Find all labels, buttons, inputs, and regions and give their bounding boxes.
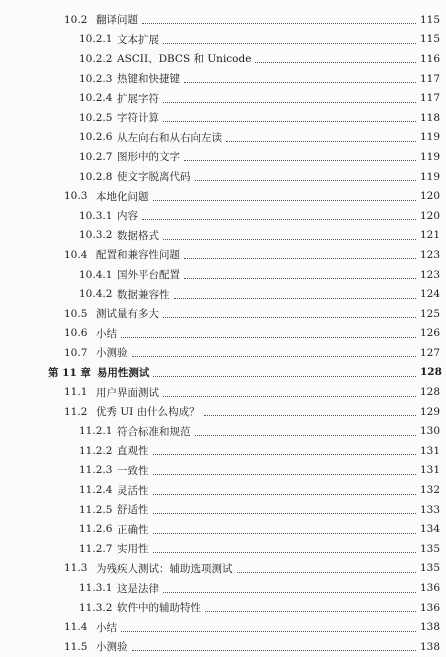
toc-entry-sub: [0, 598, 446, 618]
toc-entry-title: 直观性: [117, 445, 149, 458]
toc-entry-section: [0, 402, 446, 422]
toc-entry-number: 11.3: [64, 562, 88, 575]
toc-entry-title: 软件中的辅助特性: [117, 602, 201, 615]
toc-entry-number: 10.4.2: [79, 288, 113, 301]
toc-entry-sub: [0, 128, 446, 148]
toc-entry-number: 11.4: [64, 621, 88, 634]
toc-entry-sub: [0, 500, 446, 520]
toc-entry-sub: [0, 539, 446, 559]
toc-entry-page-number: 123: [420, 248, 441, 261]
toc-entry-section: [0, 324, 446, 344]
toc-entry-sub: [0, 30, 446, 50]
toc-entry-title: 小结: [96, 621, 117, 634]
toc-entry-title: 小测验: [96, 347, 128, 360]
toc-entry-section: [0, 559, 446, 579]
dot-leader: [163, 396, 416, 397]
toc-entry-title: 这是法律: [117, 582, 159, 595]
toc-entry-title: 热键和快捷键: [117, 73, 180, 86]
toc-entry-title: 小结: [96, 327, 117, 340]
toc-entry-title: 扩展字符: [117, 92, 159, 105]
dot-leader: [163, 592, 416, 593]
dot-leader: [153, 494, 417, 495]
toc-entry-title: ASCII、DBCS 和 Unicode: [117, 53, 252, 66]
toc-entry-title: 本地化问题: [96, 190, 149, 203]
toc-entry-number: 11.2.2: [79, 444, 113, 457]
toc-entry-number: 11.2.4: [79, 484, 113, 497]
toc-entry-section: [0, 637, 446, 657]
dot-leader: [184, 258, 416, 259]
dot-leader: [255, 62, 416, 63]
toc-entry-title: 优秀 UI 由什么构成？: [96, 406, 200, 419]
dot-leader: [205, 611, 416, 612]
toc-entry-title: 图形中的文字: [117, 151, 180, 164]
toc-entry-page-number: 123: [420, 268, 441, 281]
toc-entry-number: 11.2.7: [79, 542, 113, 555]
toc-entry-number: 11.2.5: [79, 503, 113, 516]
toc-entry-title: 国外平台配置: [117, 269, 180, 282]
toc-entry-title: 舒适性: [117, 504, 149, 517]
toc-entry-number: 10.3.1: [79, 209, 113, 222]
toc-entry-title: 配置和兼容性问题: [96, 249, 180, 262]
toc-entry-section: [0, 617, 446, 637]
toc-entry-title: 正确性: [117, 523, 149, 536]
toc-entry-section: [0, 10, 446, 30]
toc-entry-title: 易用性测试: [96, 366, 150, 379]
toc-entry-page-number: 131: [420, 444, 441, 457]
toc-entry-number: 第 11 章: [48, 366, 91, 379]
toc-entry-page-number: 115: [420, 33, 441, 46]
dot-leader: [153, 552, 417, 553]
dot-leader: [184, 278, 416, 279]
toc-entry-page-number: 131: [420, 464, 441, 477]
dot-leader: [204, 415, 416, 416]
toc-entry-sub: [0, 480, 446, 500]
toc-entry-page-number: 119: [420, 131, 441, 144]
toc-entry-title: 为残疾人测试：辅助选项测试: [96, 562, 233, 575]
toc-entry-number: 10.2.2: [79, 52, 113, 65]
toc-entry-title: 小测验: [96, 641, 128, 654]
dot-leader: [184, 82, 416, 83]
toc-entry-section: [0, 304, 446, 324]
dot-leader: [153, 474, 417, 475]
dot-leader: [153, 513, 417, 514]
toc-entry-title: 符合标准和规范: [117, 425, 191, 438]
toc-entry-page-number: 132: [420, 484, 441, 497]
toc-entry-number: 11.1: [64, 386, 88, 399]
toc-entry-number: 10.7: [64, 346, 88, 359]
toc-entry-number: 10.4: [64, 248, 88, 261]
toc-entry-page-number: 128: [420, 386, 441, 399]
toc-entry-section: [0, 245, 446, 265]
toc-entry-number: 10.2.6: [79, 131, 113, 144]
toc-entry-number: 10.2.5: [79, 111, 113, 124]
dot-leader: [163, 239, 416, 240]
dot-leader: [237, 572, 417, 573]
toc-entry-sub: [0, 441, 446, 461]
toc-entry-title: 文本扩展: [117, 33, 159, 46]
toc-entry-page-number: 133: [420, 503, 441, 516]
toc-entry-title: 字符计算: [117, 112, 159, 125]
toc-entry-title: 翻译问题: [96, 14, 138, 27]
dot-leader: [153, 454, 417, 455]
dot-leader: [174, 298, 417, 299]
toc-entry-number: 11.2: [64, 405, 88, 418]
toc-entry-sub: [0, 578, 446, 598]
toc-entry-page-number: 127: [420, 346, 441, 359]
toc-entry-page-number: 126: [420, 327, 441, 340]
toc-entry-page-number: 136: [420, 582, 441, 595]
toc-entry-title: 数据格式: [117, 229, 159, 242]
toc-entry-section: [0, 343, 446, 363]
toc-entry-page-number: 118: [420, 111, 441, 124]
toc-entry-number: 10.2.3: [79, 72, 113, 85]
dot-leader: [153, 533, 417, 534]
toc-entry-number: 10.2: [64, 13, 88, 26]
toc-entry-sub: [0, 226, 446, 246]
toc-entry-sub: [0, 284, 446, 304]
toc-entry-sub: [0, 69, 446, 89]
toc-entry-title: 一致性: [117, 464, 149, 477]
toc-entry-sub: [0, 88, 446, 108]
toc-entry-page-number: 138: [420, 640, 441, 653]
toc-entry-number: 10.2.1: [79, 33, 113, 46]
toc-entry-page-number: 121: [420, 229, 441, 242]
toc-entry-page-number: 120: [420, 190, 441, 203]
toc-entry-page-number: 130: [420, 425, 441, 438]
dot-leader: [132, 356, 417, 357]
toc-entry-title: 用户界面测试: [96, 386, 159, 399]
toc-entry-number: 11.2.3: [79, 464, 113, 477]
toc-entry-sub: [0, 265, 446, 285]
toc-entry-chapter: [0, 363, 446, 383]
toc-entry-page-number: 117: [420, 92, 441, 105]
dot-leader: [132, 650, 417, 651]
toc-entry-number: 10.6: [64, 327, 88, 340]
toc-entry-page-number: 120: [420, 209, 441, 222]
toc-entry-page-number: 129: [420, 405, 441, 418]
dot-leader: [195, 180, 417, 181]
toc-entry-sub: [0, 519, 446, 539]
toc-entry-number: 10.4.1: [79, 268, 113, 281]
toc-entry-title: 使文字脱离代码: [117, 171, 191, 184]
toc-entry-number: 10.5: [64, 307, 88, 320]
table-of-contents: [0, 10, 446, 657]
toc-entry-number: 11.2.1: [79, 425, 113, 438]
toc-entry-page-number: 128: [420, 366, 442, 379]
dot-leader: [142, 219, 416, 220]
toc-entry-page-number: 138: [420, 621, 441, 634]
toc-entry-page-number: 124: [420, 288, 441, 301]
toc-entry-sub: [0, 206, 446, 226]
toc-entry-page-number: 135: [420, 542, 441, 555]
dot-leader: [121, 631, 416, 632]
toc-entry-number: 11.5: [64, 640, 88, 653]
toc-entry-number: 11.3.2: [79, 601, 113, 614]
dot-leader: [184, 160, 416, 161]
toc-entry-sub: [0, 108, 446, 128]
toc-entry-page-number: 134: [420, 523, 441, 536]
dot-leader: [195, 435, 417, 436]
toc-entry-section: [0, 382, 446, 402]
toc-entry-number: 10.2.4: [79, 92, 113, 105]
toc-entry-number: 11.3.1: [79, 582, 113, 595]
toc-entry-page-number: 116: [420, 52, 441, 65]
toc-entry-number: 10.2.8: [79, 170, 113, 183]
toc-entry-sub: [0, 49, 446, 69]
toc-entry-number: 11.2.6: [79, 523, 113, 536]
dot-leader: [163, 317, 416, 318]
toc-entry-sub: [0, 167, 446, 187]
toc-entry-page-number: 119: [420, 150, 441, 163]
dot-leader: [226, 141, 416, 142]
toc-entry-title: 灵活性: [117, 484, 149, 497]
dot-leader: [163, 121, 416, 122]
toc-entry-title: 从左向右和从右向左读: [117, 131, 222, 144]
toc-entry-section: [0, 186, 446, 206]
toc-entry-page-number: 119: [420, 170, 441, 183]
toc-entry-page-number: 135: [420, 562, 441, 575]
toc-entry-number: 10.3: [64, 190, 88, 203]
toc-entry-title: 内容: [117, 210, 138, 223]
toc-entry-page-number: 117: [420, 72, 441, 85]
dot-leader: [121, 337, 416, 338]
toc-entry-page-number: 115: [420, 13, 441, 26]
toc-entry-number: 10.3.2: [79, 229, 113, 242]
dot-leader: [163, 43, 416, 44]
toc-entry-page-number: 125: [420, 307, 441, 320]
toc-entry-sub: [0, 421, 446, 441]
dot-leader: [163, 102, 416, 103]
toc-entry-sub: [0, 461, 446, 481]
toc-entry-page-number: 136: [420, 601, 441, 614]
toc-entry-title: 测试量有多大: [96, 308, 159, 321]
dot-leader: [153, 200, 417, 201]
toc-entry-title: 数据兼容性: [117, 288, 170, 301]
toc-entry-title: 实用性: [117, 543, 149, 556]
dot-leader: [153, 376, 416, 377]
dot-leader: [142, 23, 416, 24]
toc-entry-sub: [0, 147, 446, 167]
toc-entry-number: 10.2.7: [79, 150, 113, 163]
